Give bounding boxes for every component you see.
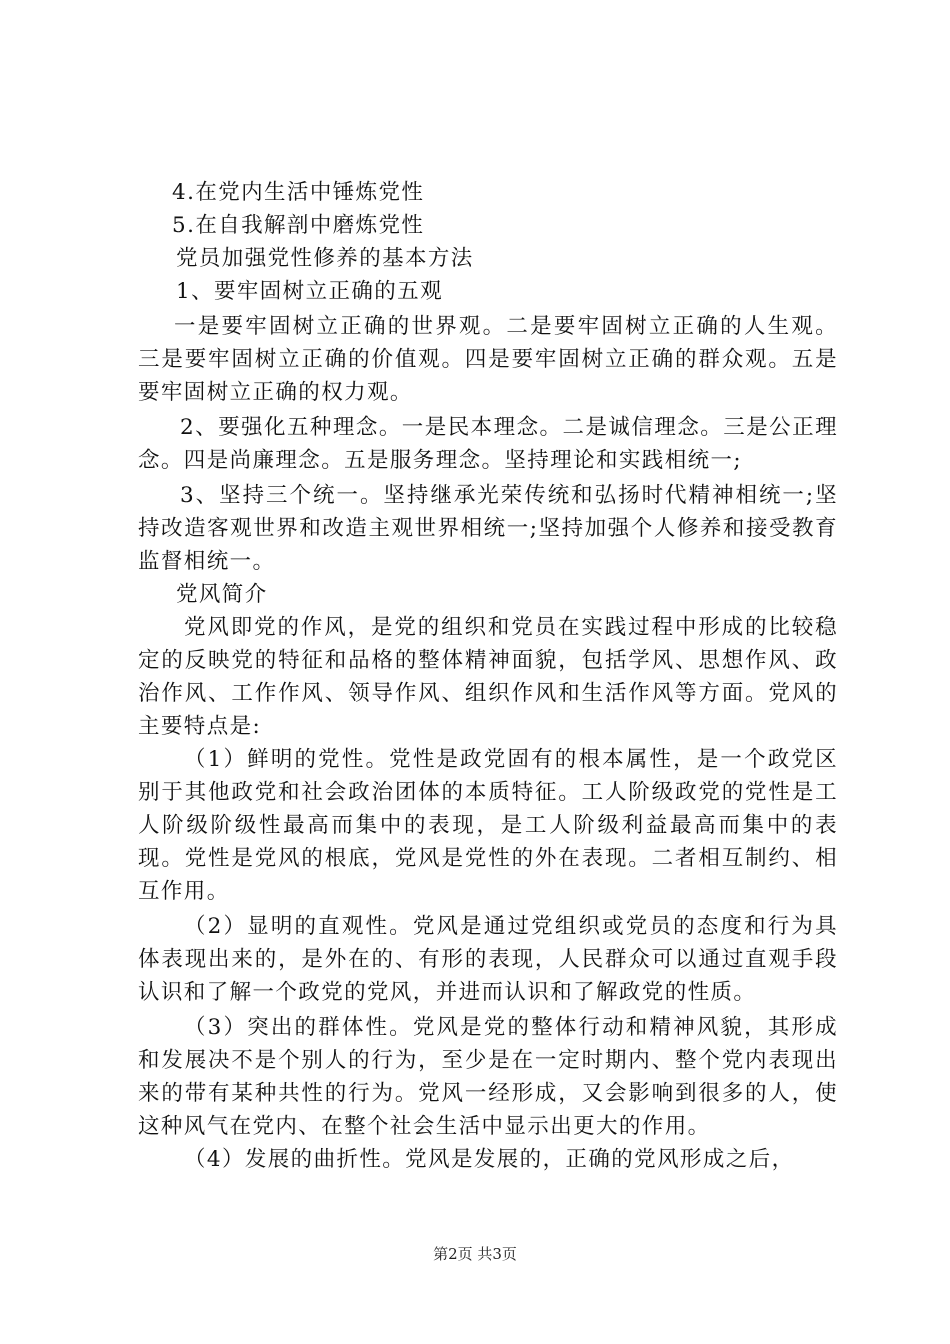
paragraph-three-unities: 3、坚持三个统一。坚持继承光荣传统和弘扬时代精神相统一;坚持改造客观世界和改造主观世界相统一;坚持加强个人修养和接受教育监督相统一。 bbox=[138, 483, 838, 574]
document-body bbox=[138, 176, 838, 1176]
paragraph-feature-4: （4）发展的曲折性。党风是发展的，正确的党风形成之后， bbox=[184, 1147, 795, 1172]
paragraph-five-views: 一是要牢固树立正确的世界观。二是要牢固树立正确的人生观。三是要牢固树立正确的价值观。四是要牢固树立正确的群众观。五是要牢固树立正确的权力观。 bbox=[138, 314, 838, 405]
paragraph-feature-1: （1）鲜明的党性。党性是政党固有的根本属性，是一个政党区别于其他政党和社会政治团体的本质特征。工人阶级政党的党性是工人阶级阶级性最高而集中的表现，是工人阶级利益最高而集中的表现。党性是党风的根底，党风是党性的外在表现。二者相互制约、相互作用。 bbox=[138, 747, 838, 904]
heading-4: 4.在党内生活中锤炼党性 bbox=[172, 180, 425, 205]
paragraph-five-concepts: 2、要强化五种理念。一是民本理念。二是诚信理念。三是公正理念。四是尚廉理念。五是服务理念。坚持理论和实践相统一; bbox=[138, 415, 838, 473]
heading-5: 5.在自我解剖中磨炼党性 bbox=[172, 213, 425, 238]
paragraph-feature-2: （2）显明的直观性。党风是通过党组织或党员的态度和行为具体表现出来的，是外在的、有形的表现，人民群众可以通过直观手段认识和了解一个政党的党风，并进而认识和了解政党的性质。 bbox=[138, 914, 838, 1005]
paragraph-party-style-intro: 党风即党的作风，是党的组织和党员在实践过程中形成的比较稳定的反映党的特征和品格的整体精神面貌，包括学风、思想作风、政治作风、工作作风、领导作风、组织作风和生活作风等方面。党风的主要特点是: bbox=[138, 615, 838, 739]
page-footer: 第2页 共3页 bbox=[433, 1245, 517, 1263]
subheading-five-views: 1、要牢固树立正确的五观 bbox=[176, 279, 443, 304]
paragraph-feature-3: （3）突出的群体性。党风是党的整体行动和精神风貌，其形成和发展决不是个别人的行为，至少是在一定时期内、整个党内表现出来的带有某种共性的行为。党风一经形成，又会影响到很多的人，使这种风气在党内、在整个社会生活中显示出更大的作用。 bbox=[138, 1015, 838, 1139]
section-title-party-style: 党风简介 bbox=[176, 582, 268, 607]
section-title-methods: 党员加强党性修养的基本方法 bbox=[176, 246, 474, 271]
